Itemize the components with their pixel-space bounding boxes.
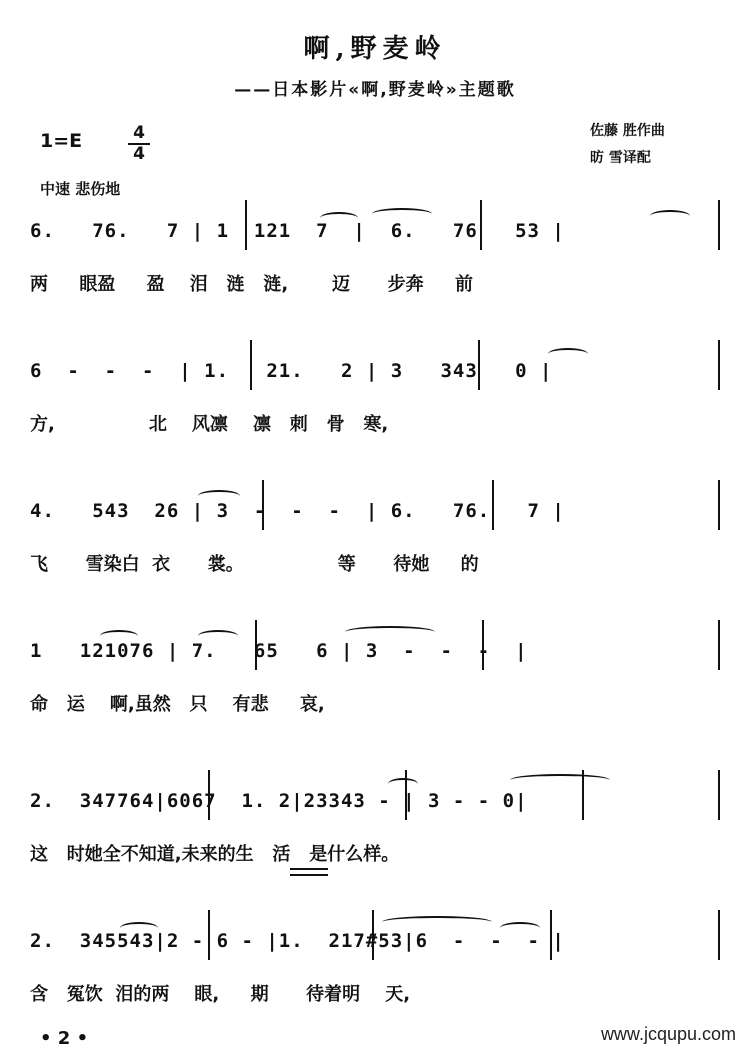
notation-line: 2. 347764|6067 1. 2|23343 - | 3 - - 0| <box>30 790 528 812</box>
notation-line: 6. 76. 7 | 1 121 7 | 6. 76 53 | <box>30 220 565 242</box>
notation-line: 6 - - - | 1. 21. 2 | 3 343 0 | <box>30 360 553 382</box>
notation-line: 1 121076 | 7. 65 6 | 3 - - - | <box>30 640 528 662</box>
lyrics-line: 两 眼盈 盈 泪 涟 涟, 迈 步奔 前 <box>30 274 473 295</box>
barline <box>718 200 720 250</box>
composer-credit: 佐藤 胜作曲 <box>590 123 665 139</box>
slur <box>382 916 492 928</box>
tie <box>510 774 610 786</box>
barline <box>718 340 720 390</box>
staff-row-4 <box>0 620 750 770</box>
song-title: 啊,野麦岭 <box>303 34 447 64</box>
slur <box>345 626 435 638</box>
translator-credit: 昉 雪译配 <box>590 150 651 166</box>
lyric-underline <box>290 874 328 876</box>
staff-row-3 <box>0 480 750 630</box>
page-number: • 2 • <box>40 1028 89 1049</box>
barline <box>718 620 720 670</box>
staff-row-5 <box>0 770 750 920</box>
lyrics-line: 这 时她全不知道,未来的生 活 是什么样。 <box>30 844 400 865</box>
barline <box>718 910 720 960</box>
tempo-marking: 中速 悲伤地 <box>40 180 121 198</box>
barline <box>718 480 720 530</box>
slur <box>548 348 588 360</box>
lyrics-line: 含 冤饮 泪的两 眼, 期 待着明 天, <box>30 984 411 1005</box>
time-signature <box>128 124 150 164</box>
time-signature-bottom: 4 <box>133 144 145 164</box>
lyrics-line: 飞 雪染白 衣 裳。 等 待她 的 <box>30 554 479 575</box>
lyrics-line: 方, 北 风凛 凛 刺 骨 寒, <box>30 414 389 435</box>
barline <box>718 770 720 820</box>
slur <box>388 778 418 790</box>
slur <box>650 210 690 222</box>
song-subtitle: ——日本影片«啊,野麦岭»主题歌 <box>234 80 516 100</box>
lyric-underline <box>290 868 328 870</box>
staff-row-1 <box>0 200 750 350</box>
notation-line: 2. 345543|2 - 6 - |1. 217#53|6 - - - | <box>30 930 565 952</box>
lyrics-line: 命 运 啊,虽然 只 有悲 哀, <box>30 694 325 715</box>
time-signature-top: 4 <box>133 123 145 143</box>
key-signature: 1=E <box>40 130 83 152</box>
staff-row-2 <box>0 340 750 490</box>
notation-line: 4. 543 26 | 3 - - - | 6. 76. 7 | <box>30 500 565 522</box>
watermark-url: www.jcqupu.com <box>600 1024 736 1044</box>
slur <box>372 208 432 220</box>
